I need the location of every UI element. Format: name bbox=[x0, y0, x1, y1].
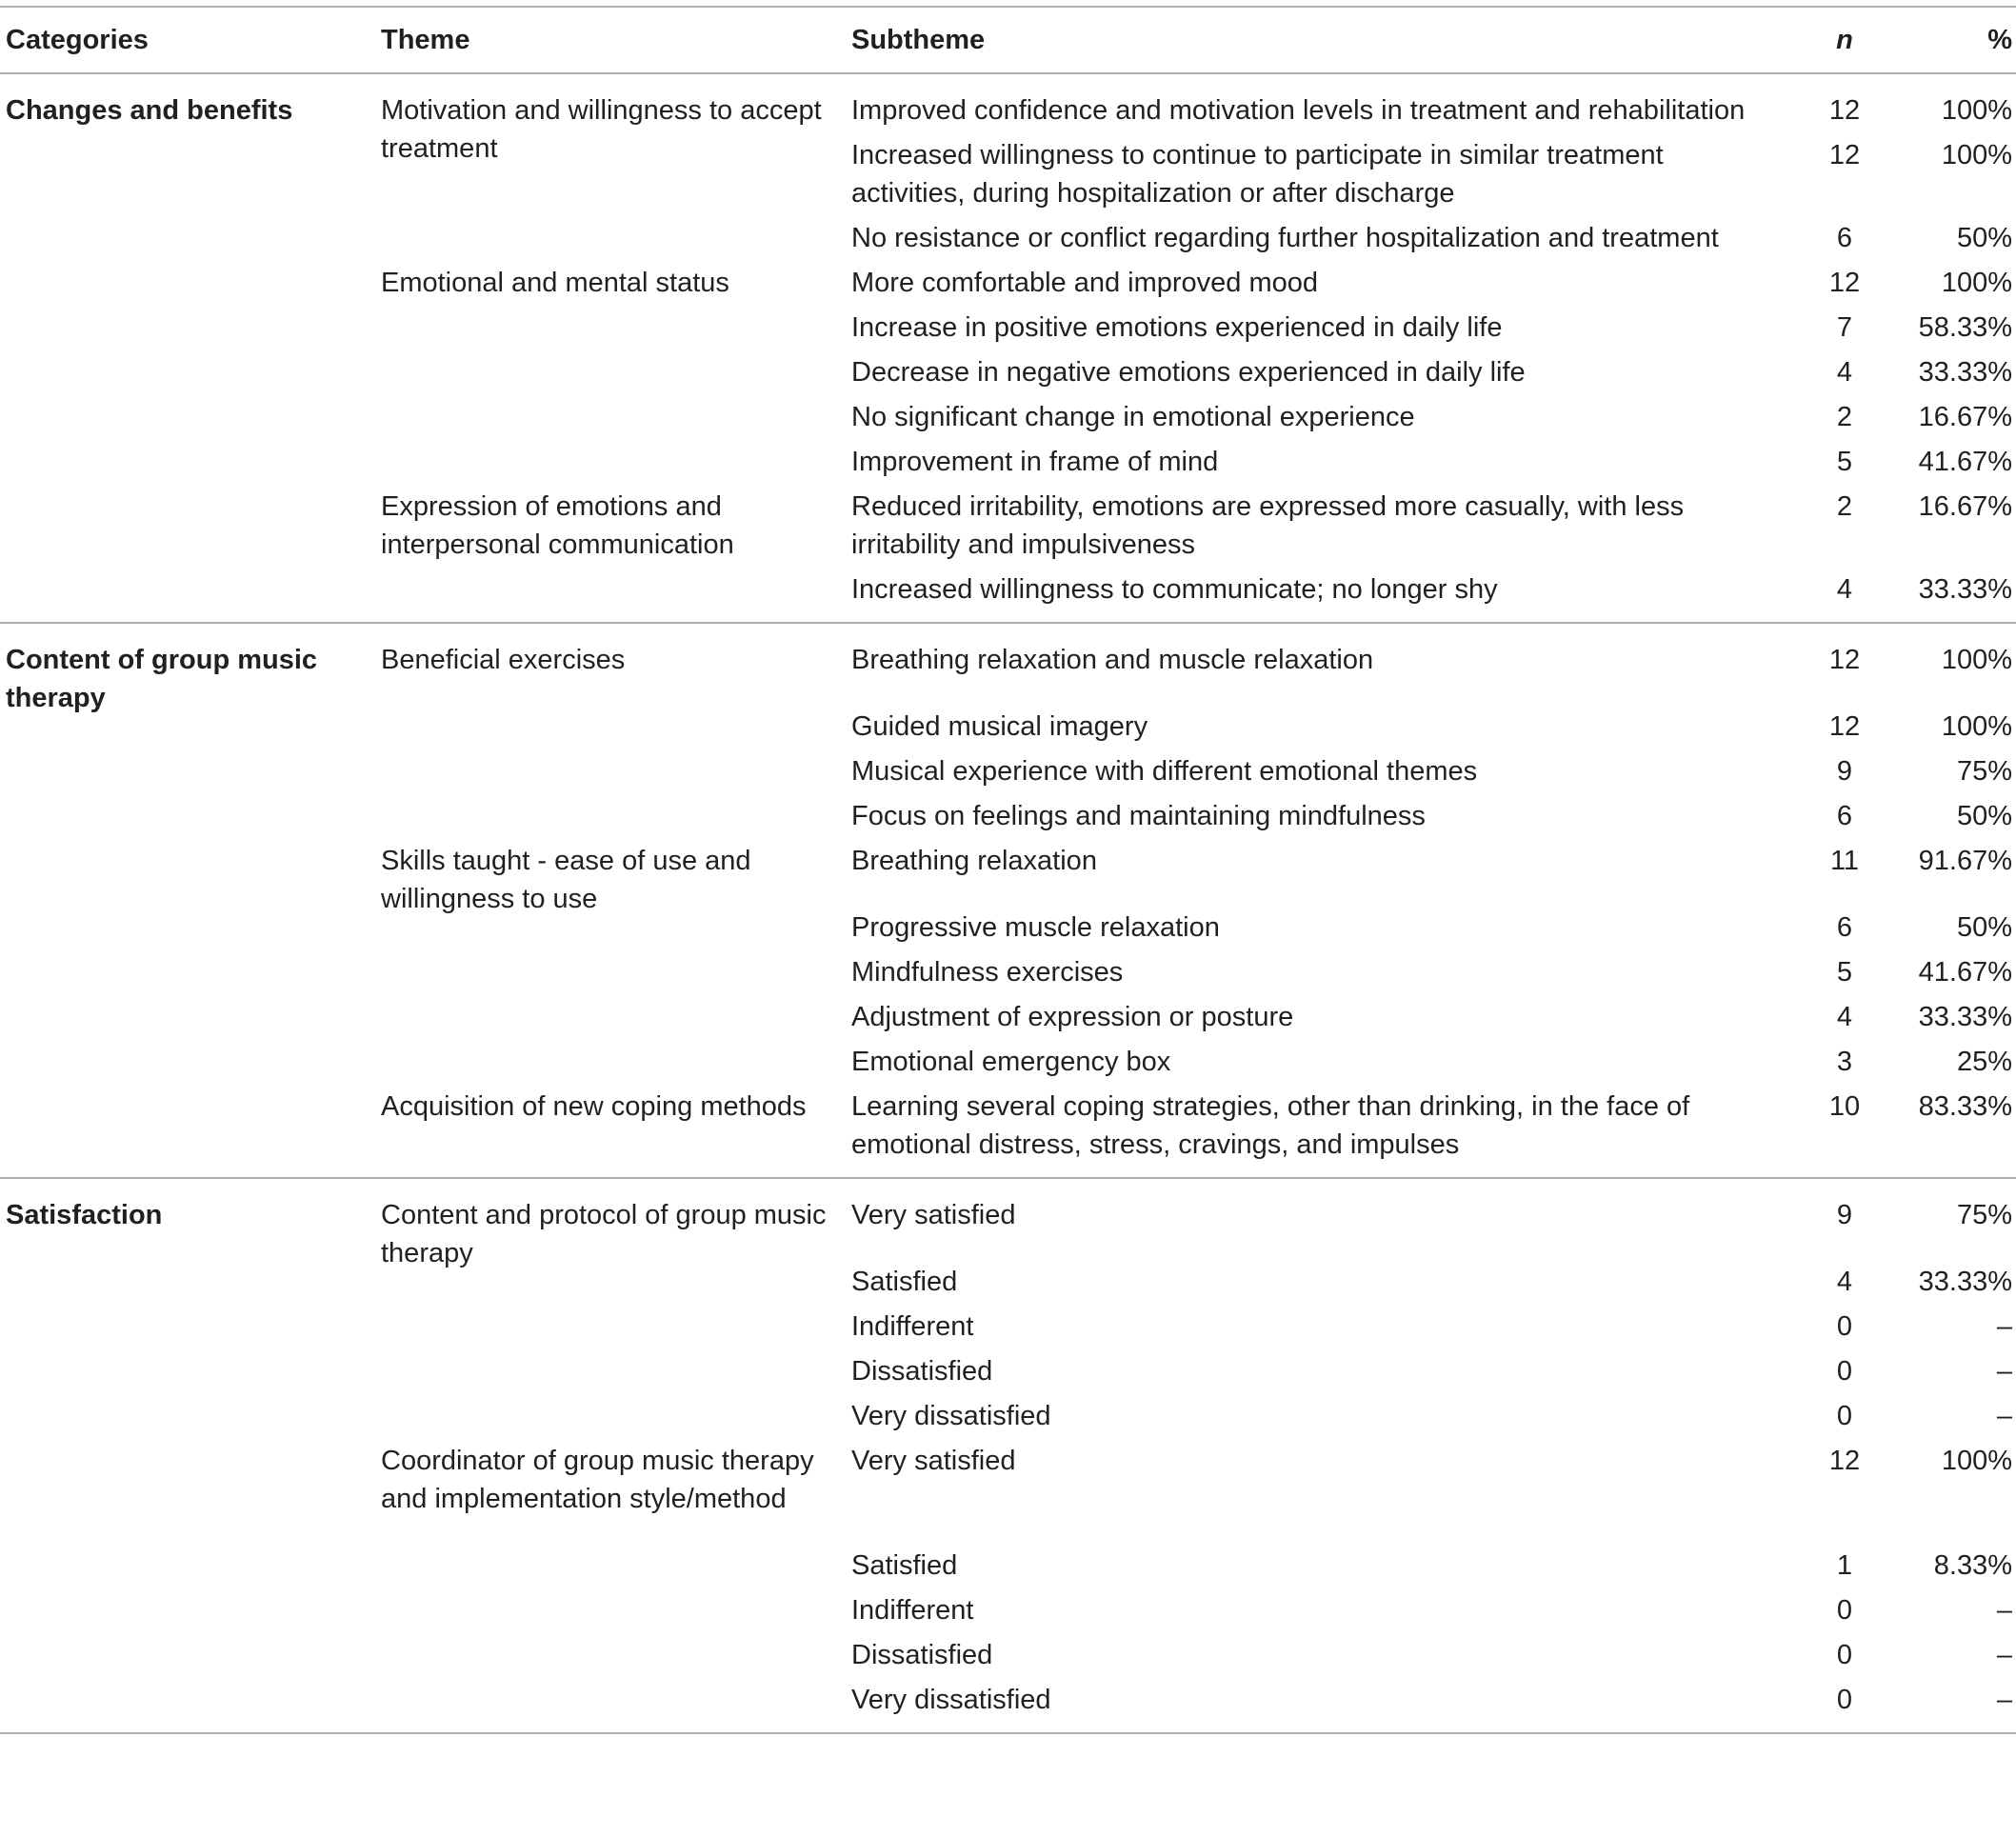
percent-cell: 83.33% bbox=[1918, 1091, 2012, 1122]
subtheme-cell: Mindfulness exercises bbox=[851, 957, 1124, 988]
n-cell: 12 bbox=[1828, 268, 1861, 298]
n-cell: 0 bbox=[1836, 1356, 1853, 1387]
percent-cell: 41.67% bbox=[1918, 957, 2012, 988]
subtheme-cell: Dissatisfied bbox=[851, 1356, 993, 1387]
theme-cell: Expression of emotions and interpersonal communication bbox=[381, 491, 734, 560]
percent-cell: 33.33% bbox=[1918, 1267, 2012, 1297]
n-cell: 4 bbox=[1836, 1267, 1853, 1297]
n-cell: 3 bbox=[1836, 1047, 1853, 1077]
n-cell: 4 bbox=[1836, 1002, 1853, 1032]
n-cell: 5 bbox=[1836, 447, 1853, 477]
n-cell: 12 bbox=[1828, 95, 1861, 126]
n-cell: 12 bbox=[1828, 140, 1861, 170]
percent-cell: 75% bbox=[1956, 1200, 2012, 1230]
percent-cell: 50% bbox=[1956, 801, 2012, 831]
subtheme-cell: Emotional emergency box bbox=[851, 1047, 1171, 1077]
subtheme-cell: Progressive muscle relaxation bbox=[851, 912, 1220, 943]
table-row bbox=[0, 623, 2016, 704]
subtheme-cell: Adjustment of expression or posture bbox=[851, 1002, 1294, 1032]
category-cell: Changes and benefits bbox=[6, 95, 293, 126]
subtheme-cell: Satisfied bbox=[851, 1550, 958, 1581]
n-cell: 6 bbox=[1836, 912, 1853, 943]
percent-cell: 100% bbox=[1941, 645, 2012, 675]
subtheme-cell: More comfortable and improved mood bbox=[851, 268, 1319, 298]
n-cell: 0 bbox=[1836, 1685, 1853, 1715]
n-cell: 4 bbox=[1836, 574, 1853, 605]
n-cell: 10 bbox=[1828, 1091, 1861, 1122]
percent-cell: 16.67% bbox=[1918, 491, 2012, 522]
subtheme-cell: No resistance or conflict regarding further hospitalization and treatment bbox=[851, 223, 1719, 253]
table-body bbox=[0, 73, 2016, 1733]
subtheme-cell: Focus on feelings and maintaining mindfulness bbox=[851, 801, 1426, 831]
n-cell: 9 bbox=[1836, 1200, 1853, 1230]
n-cell: 6 bbox=[1836, 801, 1853, 831]
subtheme-cell: Indifferent bbox=[851, 1595, 974, 1626]
theme-cell: Emotional and mental status bbox=[381, 268, 729, 298]
subtheme-cell: Learning several coping strategies, other than drinking, in the face of emotional distress, stress, cravings, and impulses bbox=[851, 1091, 1690, 1160]
subtheme-cell: Very dissatisfied bbox=[851, 1685, 1051, 1715]
percent-cell: 33.33% bbox=[1918, 1002, 2012, 1032]
percent-cell: – bbox=[1996, 1595, 2012, 1626]
subtheme-cell: Increased willingness to continue to participate in similar treatment activities, during hospitalization or after discharge bbox=[851, 140, 1664, 209]
table-row bbox=[0, 73, 2016, 132]
percent-cell: 100% bbox=[1941, 711, 2012, 742]
n-cell: 0 bbox=[1836, 1640, 1853, 1670]
percent-cell: 100% bbox=[1941, 140, 2012, 170]
theme-cell: Acquisition of new coping methods bbox=[381, 1091, 807, 1122]
theme-cell: Coordinator of group music therapy and implementation style/method bbox=[381, 1446, 814, 1514]
percent-cell: 58.33% bbox=[1918, 312, 2012, 343]
n-cell: 2 bbox=[1836, 402, 1853, 432]
percent-cell: 33.33% bbox=[1918, 357, 2012, 388]
theme-cell: Motivation and willingness to accept treatment bbox=[381, 95, 822, 164]
subtheme-cell: Improvement in frame of mind bbox=[851, 447, 1219, 477]
subtheme-cell: Very satisfied bbox=[851, 1446, 1016, 1476]
n-cell: 7 bbox=[1836, 312, 1853, 343]
n-cell: 12 bbox=[1828, 711, 1861, 742]
percent-cell: – bbox=[1996, 1311, 2012, 1342]
header-row bbox=[0, 7, 2016, 73]
percent-cell: 50% bbox=[1956, 912, 2012, 943]
subtheme-cell: Indifferent bbox=[851, 1311, 974, 1342]
percent-cell: 16.67% bbox=[1918, 402, 2012, 432]
subtheme-cell: Breathing relaxation and muscle relaxation bbox=[851, 645, 1374, 675]
header-theme: Theme bbox=[381, 25, 470, 55]
subtheme-cell: Very dissatisfied bbox=[851, 1401, 1051, 1431]
n-cell: 2 bbox=[1836, 491, 1853, 522]
table-header bbox=[0, 7, 2016, 73]
header-subtheme: Subtheme bbox=[851, 25, 986, 55]
subtheme-cell: Satisfied bbox=[851, 1267, 958, 1297]
subtheme-cell: Decrease in negative emotions experienced in daily life bbox=[851, 357, 1526, 388]
header-percent: % bbox=[1987, 25, 2012, 55]
subtheme-cell: Very satisfied bbox=[851, 1200, 1016, 1230]
percent-cell: 25% bbox=[1956, 1047, 2012, 1077]
header-n: n bbox=[1836, 25, 1853, 55]
header-categories: Categories bbox=[6, 25, 149, 55]
results-table bbox=[0, 6, 2016, 1734]
theme-cell: Content and protocol of group music therapy bbox=[381, 1200, 827, 1268]
n-cell: 12 bbox=[1828, 645, 1861, 675]
n-cell: 0 bbox=[1836, 1401, 1853, 1431]
theme-cell: Beneficial exercises bbox=[381, 645, 626, 675]
subtheme-cell: Improved confidence and motivation levels in treatment and rehabilitation bbox=[851, 95, 1746, 126]
n-cell: 12 bbox=[1828, 1446, 1861, 1476]
subtheme-cell: Reduced irritability, emotions are expressed more casually, with less irritability and impulsiveness bbox=[851, 491, 1685, 560]
percent-cell: 75% bbox=[1956, 756, 2012, 787]
subtheme-cell: Musical experience with different emotional themes bbox=[851, 756, 1478, 787]
table-row bbox=[0, 1178, 2016, 1259]
percent-cell: – bbox=[1996, 1640, 2012, 1670]
subtheme-cell: Breathing relaxation bbox=[851, 846, 1097, 876]
n-cell: 4 bbox=[1836, 357, 1853, 388]
subtheme-cell: Guided musical imagery bbox=[851, 711, 1148, 742]
n-cell: 9 bbox=[1836, 756, 1853, 787]
percent-cell: 100% bbox=[1941, 1446, 2012, 1476]
percent-cell: – bbox=[1996, 1356, 2012, 1387]
percent-cell: – bbox=[1996, 1401, 2012, 1431]
subtheme-cell: Increase in positive emotions experienced in daily life bbox=[851, 312, 1503, 343]
n-cell: 0 bbox=[1836, 1311, 1853, 1342]
percent-cell: 100% bbox=[1941, 95, 2012, 126]
subtheme-cell: No significant change in emotional experience bbox=[851, 402, 1415, 432]
category-cell: Content of group music therapy bbox=[6, 645, 318, 713]
n-cell: 0 bbox=[1836, 1595, 1853, 1626]
percent-cell: 100% bbox=[1941, 268, 2012, 298]
n-cell: 5 bbox=[1836, 957, 1853, 988]
percent-cell: – bbox=[1996, 1685, 2012, 1715]
n-cell: 6 bbox=[1836, 223, 1853, 253]
percent-cell: 50% bbox=[1956, 223, 2012, 253]
percent-cell: 33.33% bbox=[1918, 574, 2012, 605]
subtheme-cell: Increased willingness to communicate; no longer shy bbox=[851, 574, 1498, 605]
category-cell: Satisfaction bbox=[6, 1200, 163, 1230]
percent-cell: 41.67% bbox=[1918, 447, 2012, 477]
theme-cell: Skills taught - ease of use and willingness to use bbox=[381, 846, 751, 914]
subtheme-cell: Dissatisfied bbox=[851, 1640, 993, 1670]
n-cell: 1 bbox=[1836, 1550, 1853, 1581]
n-cell: 11 bbox=[1829, 846, 1860, 876]
percent-cell: 8.33% bbox=[1933, 1550, 2012, 1581]
percent-cell: 91.67% bbox=[1918, 846, 2012, 876]
